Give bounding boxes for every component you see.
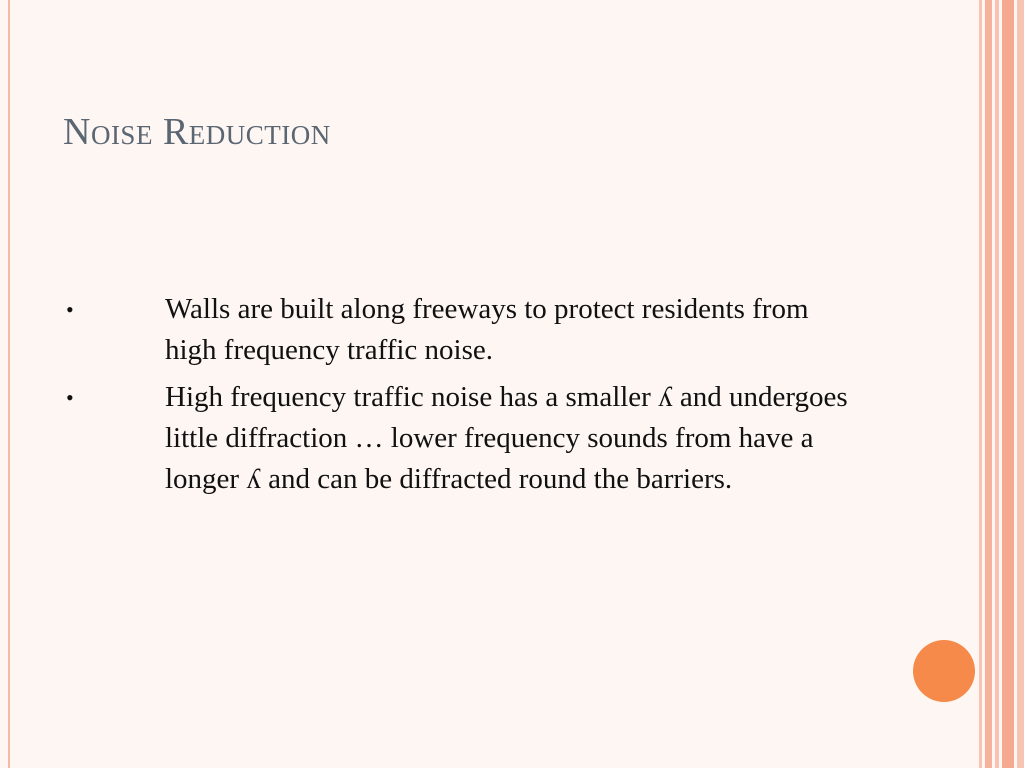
right-border-stripe	[985, 0, 992, 768]
bullet-text: High frequency traffic noise has a smaller ʎ and undergoes little diffraction … lower frequency sounds from have a longer ʎ and can be diffracted round the barriers.	[165, 381, 848, 495]
accent-circle-icon	[913, 640, 975, 702]
bullet-list	[66, 289, 866, 506]
right-border-stripe	[1002, 0, 1014, 768]
bullet-marker: •	[66, 297, 74, 322]
bullet-text: Walls are built along freeways to protect residents from high frequency traffic noise.	[165, 293, 809, 366]
bullet-item	[66, 377, 866, 500]
bullet-item	[66, 289, 866, 371]
left-border-line	[8, 0, 10, 768]
bullet-marker: •	[66, 385, 74, 410]
slide-title: Noise Reduction	[63, 111, 331, 153]
right-border-stripe	[979, 0, 982, 768]
right-border-stripe	[1017, 0, 1024, 768]
right-border-stripe	[995, 0, 999, 768]
